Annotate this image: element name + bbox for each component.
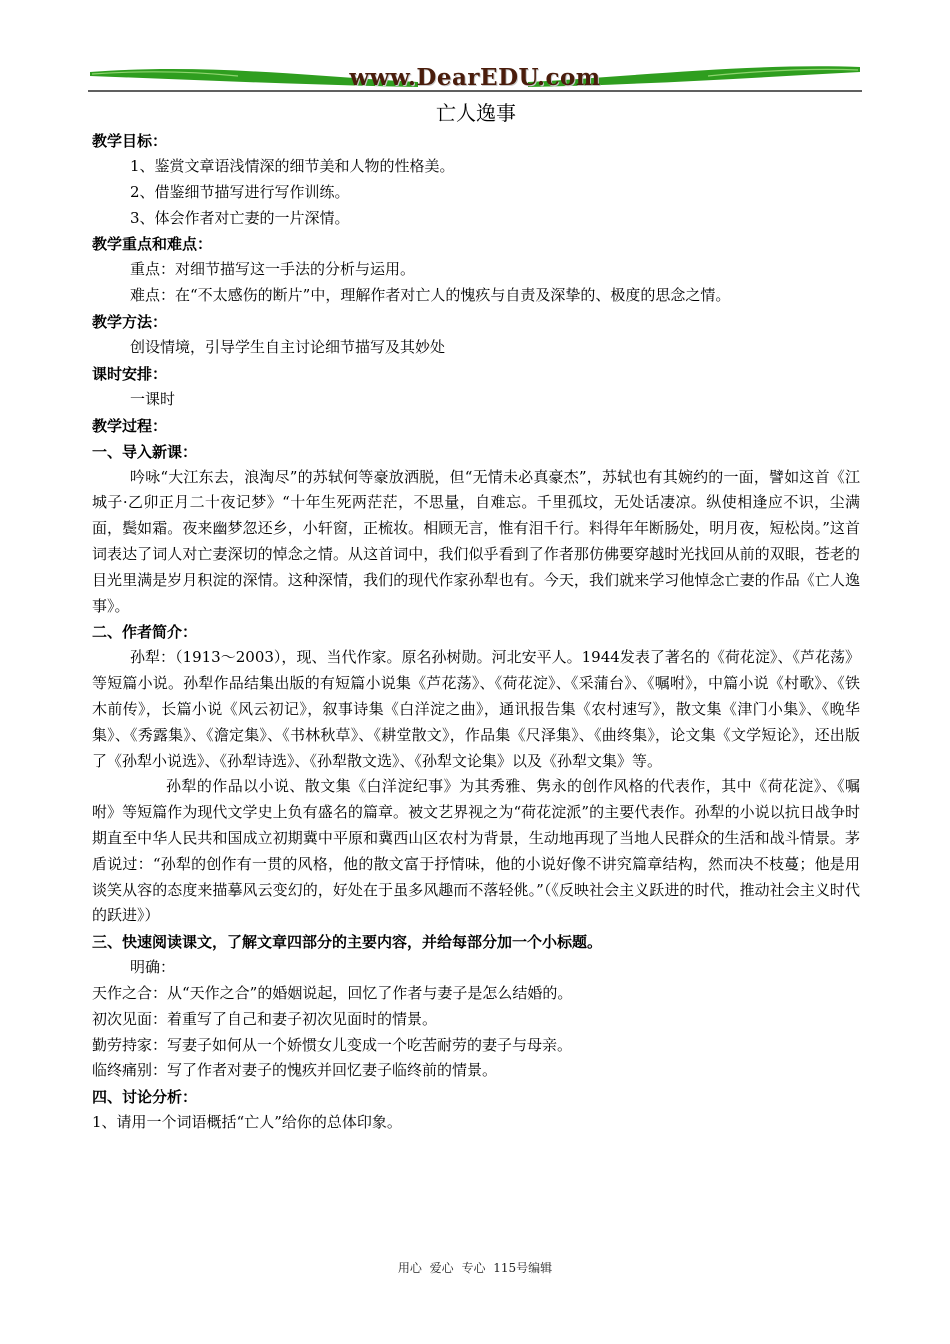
header-banner: [88, 62, 862, 94]
discussion-heading: 四、讨论分析：: [92, 1088, 198, 1107]
author-paragraph-2: 孙犁的作品以小说、散文集《白洋淀纪事》为其秀雅、隽永的创作风格的代表作，其中《荷花淀》、《嘱咐》等短篇作为现代文学史上负有盛名的篇章。被文艺界视之为“荷花淀派”的主要代表作。孙犁的小说以抗日战争时期直至中华人民共和国成立初期冀中平原和冀西山区农村为背景，生动地再现了当地人民群众的生活和战斗情景。茅盾说过：“孙犁的创作有一贯的风格，他的散文富于抒情味，他的小说好像不讲究篇章结构，然而决不枝蔓；他是用谈笑从容的态度来描摹风云变幻的，好处在于虽多风趣而不落轻佻。”（《反映社会主义跃进的时代，推动社会主义时代的跃进》）: [92, 777, 860, 925]
intro-heading: 一、导入新课：: [92, 442, 198, 461]
difficulty-text: 难点：在“不太感伤的断片”中，理解作者对亡人的愧疚与自责及深挚的、极度的思念之情。: [130, 286, 731, 305]
reading-heading: 三、快速阅读课文，了解文章四部分的主要内容，并给每部分加一个小标题。: [92, 933, 603, 952]
part-summary: 天作之合：从“天作之合”的婚姻说起，回忆了作者与妻子是怎么结婚的。: [92, 983, 573, 1002]
method-text: 创设情境，引导学生自主讨论细节描写及其妙处: [130, 337, 446, 356]
part-summary: 勤劳持家：写妻子如何从一个娇惯女儿变成一个吃苦耐劳的妻子与母亲。: [92, 1035, 573, 1054]
intro-paragraph: 吟咏“大江东去，浪淘尽”的苏轼何等豪放洒脱，但“无情未必真豪杰”，苏轼也有其婉约的一面，譬如这首《江城子·乙卯正月二十夜记梦》“十年生死两茫茫，不思量，自难忘。千里孤坟，无处话凄凉。纵使相逢应不识，尘满面，鬓如霜。夜来幽梦忽还乡，小轩窗，正梳妆。相顾无言，惟有泪千行。料得年年断肠处，明月夜，短松岗。”这首词表达了词人对亡妻深切的悼念之情。从这首词中，我们似乎看到了作者那仿佛要穿越时光找回从前的双眼，苍老的目光里满是岁月积淀的深情。这种深情，我们的现代作家孙犁也有。今天，我们就来学习他悼念亡妻的作品《亡人逸事》。: [92, 467, 860, 615]
focus-text: 重点：对细节描写这一手法的分析与运用。: [130, 260, 416, 279]
document-title: 亡人逸事: [436, 101, 516, 125]
method-heading: 教学方法：: [92, 312, 168, 331]
key-points-heading: 教学重点和难点：: [92, 235, 213, 254]
goals-heading: 教学目标：: [92, 132, 168, 150]
discussion-question: 1、请用一个词语概括“亡人”给你的总体印象。: [92, 1113, 402, 1132]
goal-item: 2、借鉴细节描写进行写作训练。: [130, 182, 350, 201]
page-footer: 用心 爱心 专心 115号编辑: [397, 1261, 553, 1275]
author-paragraph-1: 孙犁：（1913～2003），现、当代作家。原名孙树勋。河北安平人。1944发表了著名的《荷花淀》、《芦花荡》等短篇小说。孙犁作品结集出版的有短篇小说集《芦花荡》、《荷花淀》、《采蒲台》、《嘱咐》，中篇小说《村歌》、《铁木前传》，长篇小说《风云初记》，叙事诗集《白洋淀之曲》，通讯报告集《农村速写》，散文集《津门小集》、《晚华集》、《秀露集》、《澹定集》、《书林秋草》、《耕堂散文》，作品集《尺泽集》、《曲终集》，论文集《文学短论》，还出版了《孙犁小说选》、《孙犁诗选》、《孙犁散文选》、《孙犁文论集》以及《孙犁文集》等。: [92, 648, 860, 770]
site-logo: www.DearEDU.com: [349, 64, 601, 91]
schedule-text: 一课时: [130, 389, 176, 408]
clarify-label: 明确：: [130, 958, 176, 977]
goal-item: 3、体会作者对亡妻的一片深情。: [130, 208, 350, 227]
part-summary: 初次见面：着重写了自己和妻子初次见面时的情景。: [92, 1009, 438, 1028]
document-body: [92, 98, 860, 1136]
schedule-heading: 课时安排：: [92, 364, 168, 383]
author-heading: 二、作者简介：: [92, 623, 198, 642]
part-summary: 临终痛别：写了作者对妻子的愧疚并回忆妻子临终前的情景。: [92, 1061, 498, 1080]
goal-item: 1、鉴赏文章语浅情深的细节美和人物的性格美。: [130, 157, 455, 175]
process-heading: 教学过程：: [92, 416, 168, 435]
